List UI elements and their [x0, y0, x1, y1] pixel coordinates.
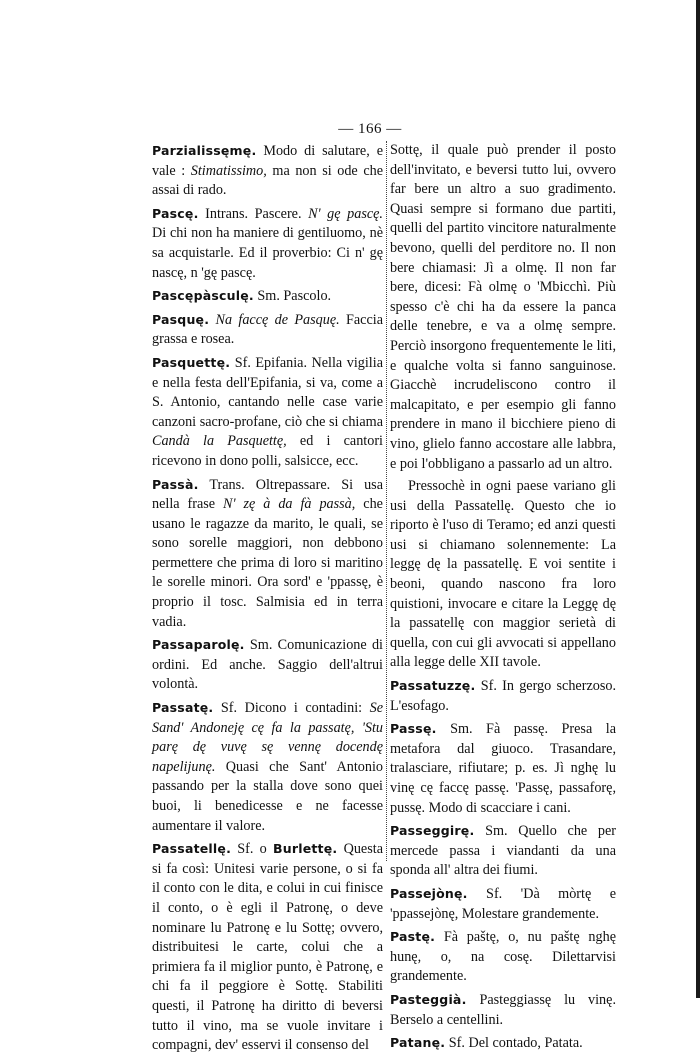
- page-number: — 166 —: [338, 121, 402, 137]
- passatelle-paragraph: Pressochè in ogni paese variano gli usi della Passatellę. Questo che io riporto è l'uso di Teramo; ed anzi questi usi si chiamano solennemente: La leggę dę la passatellę. E voi sentite i beoni, quando nascono fra loro quistioni, invocare e citare la Leggę dę la passatellę con maggior serietà di quella, con cui gli avvocati si appellano alla legge delle XII tavole.: [390, 478, 616, 671]
- entry-passatelle: Passatellę. Sf. o Burlettę. Questa si fa così: Unitesi varie persone, o si fa il conto con le dita, e colui in cui finisce il conto, o è egli il Patronę, o deve nominare lu Patronę e lu Sottę; ovvero, distribuitesi le carte, colui che a primiera fa il miglior punto, è Patronę, e chi fa il peggiore è Sottę. Stabiliti questi, il Patronę ha diritto di beversi tutto il vino, ma se vuole invitare i compagni, dev' esservi il consenso del: [152, 841, 383, 1054]
- entry-passe: Passę. Sm. Fà passę. Presa la metafora dal giuoco. Trasandare, tralasciare, rifiutare; p. es. Jì nghę lu vinę cę faccę passę. 'Passę, passaforę, pussę. Modo di scacciare i cani.: [390, 721, 616, 816]
- entry-parzialisseme: Parzialissęmę. Modo di salutare, e vale : Stimatissimo, ma non si ode che assai di rado.: [152, 143, 384, 199]
- entry-passeggire: Passeggirę. Sm. Quello che per mercede passa i viandanti da una sponda all' altra dei fiumi.: [390, 823, 616, 879]
- entry-pascepascule: Pascępàsculę. Sm. Pascolo.: [152, 288, 332, 305]
- page-edge: [696, 0, 700, 998]
- passatelle-continued: Sottę, il quale può prender il posto dell'invitato, e beversi tutto lui, ovvero far bere un altro a suo gradimento. Quasi sempre si formano due partiti, quelli del partito vincitore naturalmente bevono, quelli del perditore no. Il non bere chiamasi: Jì a olmę. Il non far bere, dicesi: Fà olmę o 'Mbicchì. Più spesso c'è chi ha da essere la panca delle tenebre, e va a olmę sempre. Perciò insorgono frequentemente le liti, e qualche volta si fanno sanguinose. Giacchè incrudeliscono contro il malcapitato, e per esempio gli fanno prendere in mano il bicchiere pieno di vino, glielo fanno accostare alle labbra, e poi l'obbligano a passarlo ad un altro.: [390, 142, 616, 472]
- entry-passatuzze: Passatuzzę. Sf. In gergo scherzoso. L'esofago.: [390, 678, 616, 714]
- entry-pasquette: Pasquettę. Sf. Epifania. Nella vigilia e nella festa dell'Epifania, si va, come a S. Antonio, cantando nelle case varie canzoni sacro-profane, ciò che si chiama Candà la Pasquettę, ed i cantori ricevono in dono polli, salsicce, ecc.: [152, 354, 383, 469]
- column-divider: [386, 141, 388, 861]
- entry-pasque: Pasquę. Na faccę de Pasquę. Faccia grassa e rosea.: [152, 311, 384, 348]
- entry-passejone: Passejònę. Sf. 'Dà mòrtę e 'ppassejònę, Molestare grandemente.: [390, 885, 616, 922]
- entry-passaparole: Passaparolę. Sm. Comunicazione di ordini. Ed anche. Saggio dell'altrui volontà.: [152, 637, 383, 693]
- entry-patane: Patanę. Sf. Del contado, Patata.: [390, 1035, 583, 1052]
- right-column: [390, 141, 616, 1057]
- entry-passate: Passatę. Sf. Dicono i contadini: Se Sand' Andoneję cę fa la passatę, 'Stu parę dę vuvę sę vennę docendę napelijunę. Quasi che Sant' Antonio passando per la stalla dove sono quei buoi, li benedicesse e ne facesse aumentare il valore.: [152, 700, 383, 834]
- entry-pasteggia: Pasteggià. Pasteggiassę lu vinę. Berselo a centellini.: [390, 991, 616, 1028]
- entry-paste: Pastę. Fà paštę, o, nu paštę nghę hunę, o, na cosę. Dilettarvisi grandemente.: [390, 929, 616, 985]
- entry-passa: Passà. Trans. Oltrepassare. Si usa nella frase N' zę à da fà passà, che usano le ragazze da marito, le quali, se sono sorelle maggiori, non debbono permettere che prima di loro si maritino le sorelle minori. Ora sord' e 'ppassę, è proprio il tosc. Salmisia ed in terra vadia.: [152, 476, 383, 630]
- left-column: [152, 141, 383, 1059]
- entry-pasce: Pascę. Intrans. Pascere. N' gę pascę. Di chi non ha maniere di gentiluomo, nè sa acquistarle. Ed il proverbio: Ci n' gę nascę, n 'gę pascę.: [152, 205, 383, 281]
